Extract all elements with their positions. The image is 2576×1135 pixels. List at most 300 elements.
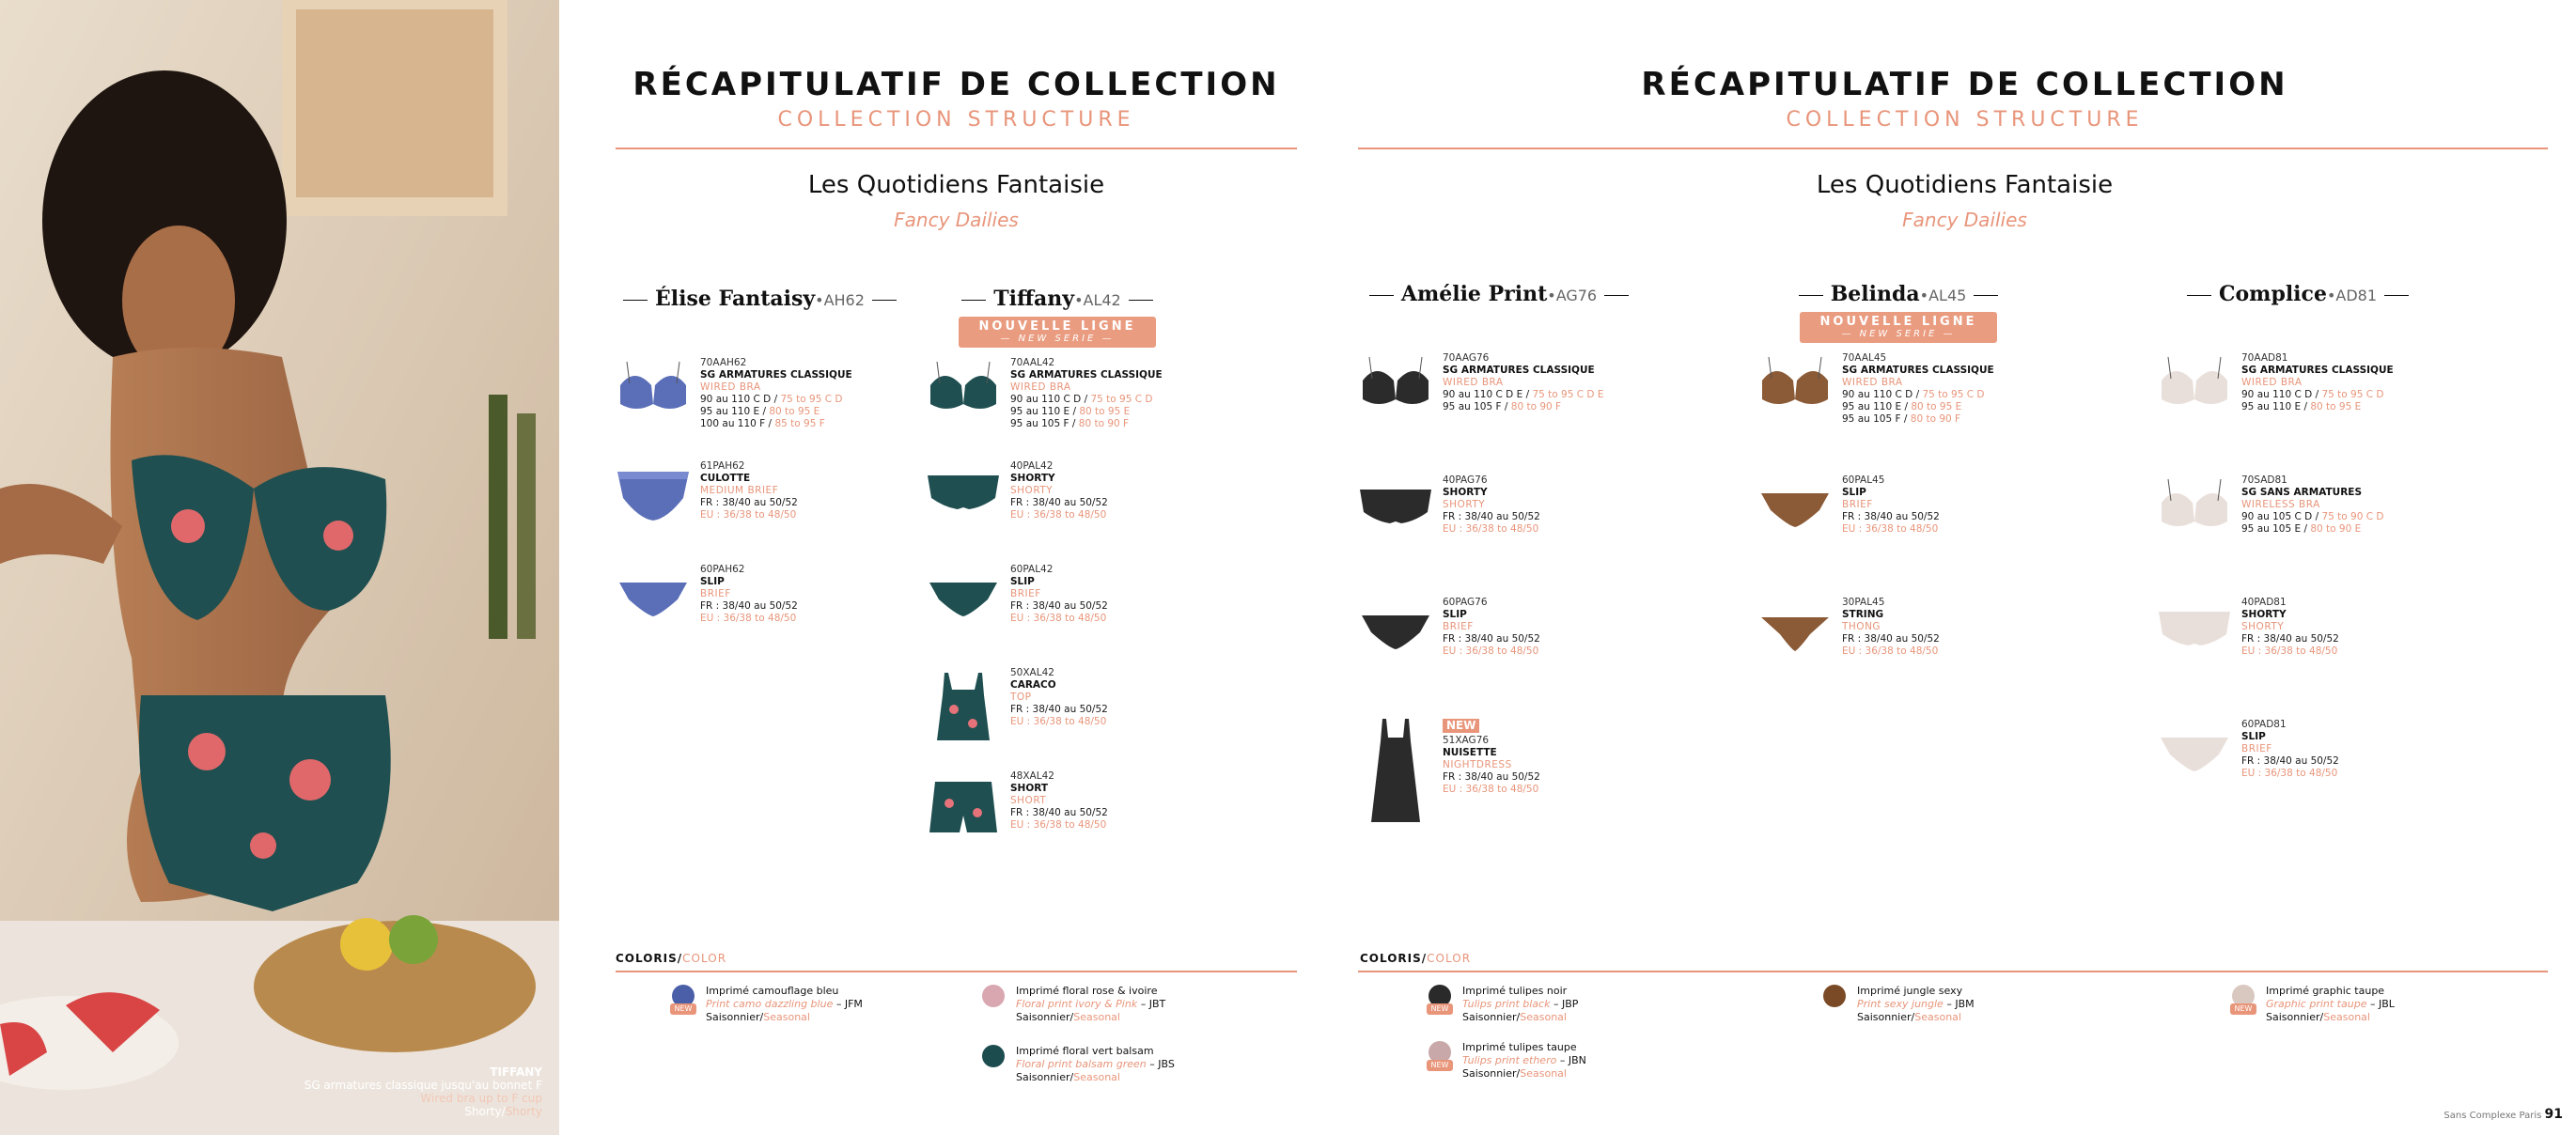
product-name: SHORTY bbox=[1010, 473, 1055, 484]
product-info bbox=[1010, 357, 1163, 430]
short-thumbnail bbox=[926, 770, 1001, 846]
product-info bbox=[1010, 770, 1108, 832]
swatch-season-en: Seasonal bbox=[2323, 1011, 2370, 1023]
swatch-text bbox=[706, 985, 863, 1024]
swatch-new-tag: NEW bbox=[670, 1003, 696, 1015]
swatch-name-en-line bbox=[706, 998, 863, 1011]
swatch-name-en-line bbox=[2266, 998, 2395, 1011]
product-thumbnail[interactable] bbox=[1757, 474, 1833, 550]
size-fr: FR : 38/40 au 50/52 bbox=[1010, 704, 1108, 715]
product-thumbnail[interactable] bbox=[926, 357, 1001, 432]
series-heading bbox=[1358, 282, 1640, 306]
caption-name: TIFFANY bbox=[490, 1065, 542, 1079]
swatch-season bbox=[1462, 1011, 1578, 1024]
size-line bbox=[1010, 406, 1163, 418]
product-ref: 51XAG76 bbox=[1443, 735, 1490, 746]
size-en: 80 to 90 F bbox=[1510, 401, 1562, 412]
page-title: RÉCAPITULATIF DE COLLECTION bbox=[632, 66, 1280, 103]
swatch-season bbox=[1462, 1067, 1586, 1081]
product-name-en: BRIEF bbox=[2241, 743, 2272, 754]
product-info bbox=[2241, 719, 2339, 780]
product-info bbox=[2241, 597, 2339, 658]
product-name-en: WIRED BRA bbox=[1842, 377, 1903, 388]
product-item bbox=[926, 460, 1161, 564]
size-line bbox=[1443, 389, 1603, 401]
series-heading bbox=[616, 287, 879, 311]
swatch-dot bbox=[1823, 985, 1846, 1007]
slip-thumbnail bbox=[2157, 719, 2232, 794]
size-fr: FR : 38/40 au 50/52 bbox=[2241, 633, 2339, 645]
size-fr: FR : 38/40 au 50/52 bbox=[2241, 755, 2339, 767]
swatch-new-tag: NEW bbox=[2230, 1003, 2256, 1015]
bra-thumbnail bbox=[616, 357, 691, 432]
size-line bbox=[1842, 401, 1994, 413]
swatch-season-en: Seasonal bbox=[763, 1011, 810, 1023]
swatch-name-en-line bbox=[1016, 1058, 1175, 1071]
shorty-thumbnail bbox=[1358, 474, 1433, 550]
product-name-en: WIRED BRA bbox=[1010, 381, 1071, 393]
product-name-en: WIRELESS BRA bbox=[2241, 499, 2320, 510]
collection-title: Les Quotidiens Fantaisie bbox=[807, 171, 1105, 199]
product-info bbox=[1443, 474, 1540, 536]
product-ref: 70AAH62 bbox=[700, 357, 747, 368]
shorty-thumbnail bbox=[926, 460, 1001, 536]
swatch-season-en: Seasonal bbox=[1073, 1071, 1120, 1083]
size-en: 80 to 95 E bbox=[1911, 401, 1962, 412]
product-item bbox=[926, 770, 1161, 874]
product-name-en: MEDIUM BRIEF bbox=[700, 485, 779, 496]
caption-line2: Wired bra up to F cup bbox=[420, 1092, 542, 1105]
bra-thumbnail bbox=[926, 357, 1001, 432]
product-info bbox=[1443, 597, 1540, 658]
size-en: 80 to 95 E bbox=[2310, 401, 2362, 412]
size-line bbox=[2241, 389, 2394, 401]
badge-text-en: — NEW SERIE — bbox=[1000, 334, 1115, 344]
color-swatch[interactable] bbox=[982, 1045, 1264, 1092]
product-ref: 40PAD81 bbox=[2241, 597, 2287, 608]
product-thumbnail[interactable] bbox=[2157, 352, 2232, 428]
product-ref: 70AAD81 bbox=[2241, 352, 2288, 364]
swatch-dot bbox=[982, 1045, 1005, 1067]
size-en: 75 to 95 C D bbox=[1922, 389, 1985, 400]
product-item bbox=[2157, 352, 2392, 456]
culotte-thumbnail bbox=[616, 460, 691, 536]
product-item bbox=[926, 564, 1161, 667]
size-fr: FR : 38/40 au 50/52 bbox=[1010, 497, 1108, 508]
product-thumbnail[interactable] bbox=[1757, 597, 1833, 672]
product-thumbnail[interactable] bbox=[1757, 352, 1833, 428]
color-swatch[interactable] bbox=[1823, 985, 2105, 1032]
badge-text-fr: NOUVELLE LIGNE bbox=[1819, 315, 1977, 329]
product-name-en: BRIEF bbox=[700, 588, 731, 599]
size-fr: FR : 38/40 au 50/52 bbox=[1010, 600, 1108, 612]
coloris-en: COLOR bbox=[682, 952, 727, 965]
swatch-name-en: Print camo dazzling blue bbox=[706, 998, 834, 1010]
product-thumbnail[interactable] bbox=[926, 564, 1001, 639]
series-name: Tiffany bbox=[993, 287, 1075, 311]
product-info bbox=[1842, 352, 1994, 426]
size-eu: EU : 36/38 to 48/50 bbox=[1842, 523, 1939, 535]
page-subtitle: COLLECTION STRUCTURE bbox=[1786, 108, 2144, 132]
size-en: 75 to 90 C D bbox=[2321, 511, 2384, 522]
product-thumbnail[interactable] bbox=[2157, 597, 2232, 672]
color-swatch[interactable] bbox=[1429, 1041, 1710, 1088]
size-fr: FR : 38/40 au 50/52 bbox=[700, 497, 798, 508]
coloris-en: COLOR bbox=[1427, 952, 1472, 965]
swatch-code: – JBL bbox=[2366, 998, 2395, 1010]
bra-thumbnail bbox=[1358, 352, 1433, 428]
product-item bbox=[2157, 597, 2392, 700]
product-info bbox=[1010, 460, 1108, 521]
swatch-season bbox=[706, 1011, 863, 1024]
swatch-name-en: Tulips print ethero bbox=[1462, 1054, 1557, 1066]
size-line bbox=[700, 600, 798, 613]
size-eu: EU : 36/38 to 48/50 bbox=[2241, 645, 2338, 657]
page-subtitle: COLLECTION STRUCTURE bbox=[777, 108, 1135, 132]
product-name: SG SANS ARMATURES bbox=[2241, 487, 2363, 498]
product-name: SG ARMATURES CLASSIQUE bbox=[2241, 365, 2394, 376]
swatch-season-fr: Saisonnier/ bbox=[706, 1011, 764, 1023]
string-thumbnail bbox=[1757, 597, 1833, 672]
swatch-season-fr: Saisonnier/ bbox=[1462, 1011, 1521, 1023]
product-name-en: WIRED BRA bbox=[2241, 377, 2303, 388]
product-name: NUISETTE bbox=[1443, 747, 1497, 758]
size-fr: 90 au 110 C D / bbox=[1010, 394, 1091, 405]
series-heading bbox=[926, 287, 1189, 311]
product-ref: 60PAG76 bbox=[1443, 597, 1488, 608]
size-fr: 100 au 110 F / bbox=[700, 418, 775, 429]
product-info bbox=[2241, 352, 2394, 413]
size-eu: EU : 36/38 to 48/50 bbox=[1443, 523, 1539, 535]
swatch-season-fr: Saisonnier/ bbox=[2266, 1011, 2324, 1023]
swatch-season-en: Seasonal bbox=[1520, 1011, 1567, 1023]
swatch-season-en: Seasonal bbox=[1914, 1011, 1961, 1023]
size-line bbox=[1842, 413, 1994, 426]
swatch-dot bbox=[982, 985, 1005, 1007]
swatch-code: – JBT bbox=[1137, 998, 1166, 1010]
series-name: Élise Fantaisy bbox=[655, 287, 816, 311]
product-ref: 48XAL42 bbox=[1010, 770, 1054, 782]
series-code: •AG76 bbox=[1547, 287, 1598, 304]
series-amlieprint bbox=[1358, 282, 1640, 940]
product-item bbox=[2157, 719, 2392, 822]
size-line bbox=[2241, 755, 2339, 768]
product-name: SG ARMATURES CLASSIQUE bbox=[1842, 365, 1994, 376]
size-eu: EU : 36/38 to 48/50 bbox=[1010, 716, 1107, 727]
size-line bbox=[1443, 511, 1540, 523]
bra-thumbnail bbox=[2157, 352, 2232, 428]
size-fr: 95 au 110 E / bbox=[700, 406, 770, 417]
product-item bbox=[926, 357, 1161, 460]
new-series-badge bbox=[1800, 312, 1997, 343]
swatch-text bbox=[1462, 985, 1578, 1024]
series-name: Amélie Print bbox=[1400, 282, 1548, 306]
product-ref: 50XAL42 bbox=[1010, 667, 1054, 678]
size-fr: FR : 38/40 au 50/52 bbox=[700, 600, 798, 612]
slip-thumbnail bbox=[926, 564, 1001, 639]
size-fr: FR : 38/40 au 50/52 bbox=[1443, 633, 1540, 645]
swatch-season bbox=[2266, 1011, 2395, 1024]
swatch-code: – JBP bbox=[1550, 998, 1579, 1010]
coloris-label bbox=[1360, 952, 1471, 965]
size-en: 75 to 95 C D bbox=[2321, 389, 2384, 400]
size-en: 75 to 95 C D E bbox=[1532, 389, 1604, 400]
swatch-text bbox=[2266, 985, 2395, 1024]
product-name: CARACO bbox=[1010, 679, 1056, 691]
series-heading bbox=[1757, 282, 2039, 306]
color-swatch[interactable] bbox=[1429, 985, 1710, 1032]
size-fr: 95 au 110 E / bbox=[1842, 401, 1912, 412]
product-name-en: BRIEF bbox=[1443, 621, 1474, 632]
size-fr: 90 au 110 C D / bbox=[700, 394, 781, 405]
model-photo-illustration bbox=[0, 0, 559, 1135]
size-line bbox=[1010, 418, 1163, 430]
series-lisefantaisy bbox=[616, 287, 879, 944]
swatch-season bbox=[1857, 1011, 1975, 1024]
product-item bbox=[1358, 352, 1604, 456]
product-name-en: SHORTY bbox=[1010, 485, 1054, 496]
size-line bbox=[2241, 523, 2384, 536]
coloris-divider bbox=[616, 971, 1297, 972]
size-fr: FR : 38/40 au 50/52 bbox=[1010, 807, 1108, 818]
swatch-name-en-line bbox=[1462, 998, 1578, 1011]
product-item bbox=[926, 667, 1161, 770]
series-code: •AL42 bbox=[1074, 291, 1121, 309]
nightdress-thumbnail bbox=[1358, 719, 1433, 822]
size-line bbox=[1842, 633, 1940, 645]
product-thumbnail[interactable] bbox=[926, 770, 1001, 846]
product-thumbnail[interactable] bbox=[616, 564, 691, 639]
size-fr: 95 au 105 F / bbox=[1443, 401, 1511, 412]
size-en: 80 to 90 F bbox=[1078, 418, 1130, 429]
page-title: RÉCAPITULATIF DE COLLECTION bbox=[1641, 66, 2288, 103]
product-thumbnail[interactable] bbox=[2157, 719, 2232, 794]
swatch-name-fr: Imprimé jungle sexy bbox=[1857, 985, 1963, 997]
product-ref: 30PAL45 bbox=[1842, 597, 1885, 608]
swatch-text bbox=[1462, 1041, 1586, 1081]
product-name: SHORTY bbox=[2241, 609, 2287, 620]
product-thumbnail[interactable] bbox=[1358, 719, 1433, 794]
size-fr: 90 au 110 C D / bbox=[2241, 389, 2322, 400]
series-tiffany bbox=[926, 287, 1189, 944]
caption-line1: SG armatures classique jusqu'au bonnet F bbox=[304, 1079, 542, 1092]
product-item bbox=[1358, 719, 1593, 822]
swatch-name-en: Floral print balsam green bbox=[1016, 1058, 1147, 1070]
right-page bbox=[1353, 0, 2576, 1135]
size-eu: EU : 36/38 to 48/50 bbox=[700, 509, 797, 521]
product-name: SG ARMATURES CLASSIQUE bbox=[1443, 365, 1595, 376]
product-item bbox=[2157, 474, 2392, 578]
size-fr: 95 au 110 E / bbox=[1010, 406, 1080, 417]
size-fr: FR : 38/40 au 50/52 bbox=[1842, 511, 1940, 522]
series-name: Complice bbox=[2218, 282, 2327, 306]
product-thumbnail[interactable] bbox=[616, 460, 691, 536]
folio bbox=[2443, 1107, 2563, 1122]
caption-line3-en: Shorty bbox=[505, 1105, 542, 1118]
product-info bbox=[1443, 719, 1540, 796]
size-fr: 90 au 110 C D E / bbox=[1443, 389, 1533, 400]
swatch-name-en: Floral print ivory & Pink bbox=[1016, 998, 1138, 1010]
product-thumbnail[interactable] bbox=[926, 460, 1001, 536]
product-name-en: WIRED BRA bbox=[700, 381, 761, 393]
size-fr: 95 au 105 F / bbox=[1010, 418, 1079, 429]
swatch-season-fr: Saisonnier/ bbox=[1016, 1071, 1074, 1083]
size-line bbox=[1842, 389, 1994, 401]
product-item bbox=[616, 460, 851, 564]
product-name: STRING bbox=[1842, 609, 1884, 620]
swatch-name-en: Graphic print taupe bbox=[2266, 998, 2367, 1010]
product-ref: 60PAH62 bbox=[700, 564, 745, 575]
swatch-season-fr: Saisonnier/ bbox=[1857, 1011, 1915, 1023]
shorty-thumbnail bbox=[2157, 597, 2232, 672]
product-item bbox=[1757, 474, 1992, 578]
color-swatch[interactable] bbox=[982, 985, 1264, 1032]
product-item bbox=[1358, 474, 1593, 578]
caption-line3 bbox=[304, 1105, 542, 1118]
product-info bbox=[1443, 352, 1603, 413]
slip-thumbnail bbox=[1757, 474, 1833, 550]
swatch-code: – JBN bbox=[1556, 1054, 1586, 1066]
collection-title: Les Quotidiens Fantaisie bbox=[1816, 171, 2114, 199]
badge-text-fr: NOUVELLE LIGNE bbox=[978, 319, 1136, 334]
swatch-text bbox=[1857, 985, 1975, 1024]
swatch-name-fr: Imprimé graphic taupe bbox=[2266, 985, 2385, 997]
size-eu: EU : 36/38 to 48/50 bbox=[1443, 784, 1539, 795]
product-ref: 60PAL42 bbox=[1010, 564, 1054, 575]
product-thumbnail[interactable] bbox=[926, 667, 1001, 742]
header-divider bbox=[616, 148, 1297, 149]
size-eu: EU : 36/38 to 48/50 bbox=[1010, 819, 1107, 831]
collection-subtitle: Fancy Dailies bbox=[894, 209, 1019, 231]
swatch-text bbox=[1016, 985, 1165, 1024]
product-item bbox=[616, 564, 851, 667]
bra-thumbnail bbox=[2157, 474, 2232, 550]
product-name-en: BRIEF bbox=[1842, 499, 1873, 510]
series-complice bbox=[2157, 282, 2439, 940]
product-info bbox=[2241, 474, 2384, 536]
product-name-en: WIRED BRA bbox=[1443, 377, 1504, 388]
swatch-name-fr: Imprimé tulipes taupe bbox=[1462, 1041, 1577, 1053]
size-line bbox=[700, 406, 852, 418]
product-thumbnail[interactable] bbox=[1358, 352, 1433, 428]
swatch-name-en-line bbox=[1857, 998, 1975, 1011]
product-info bbox=[700, 564, 798, 625]
product-name: SLIP bbox=[700, 576, 725, 587]
header-divider bbox=[1358, 148, 2548, 149]
product-name: CULOTTE bbox=[700, 473, 751, 484]
size-fr: 90 au 105 C D / bbox=[2241, 511, 2322, 522]
product-item bbox=[1757, 352, 1992, 456]
size-line bbox=[1010, 497, 1108, 509]
product-info bbox=[700, 357, 852, 430]
size-fr: FR : 38/40 au 50/52 bbox=[1443, 511, 1540, 522]
product-ref: 70SAD81 bbox=[2241, 474, 2287, 486]
size-eu: EU : 36/38 to 48/50 bbox=[700, 613, 797, 624]
product-name: SLIP bbox=[2241, 731, 2266, 742]
swatch-season-en: Seasonal bbox=[1073, 1011, 1120, 1023]
color-swatch[interactable] bbox=[2232, 985, 2514, 1032]
swatch-season-fr: Saisonnier/ bbox=[1462, 1067, 1521, 1080]
size-eu: EU : 36/38 to 48/50 bbox=[1842, 645, 1939, 657]
badge-text-en: — NEW SERIE — bbox=[1841, 329, 1956, 339]
series-code: •AH62 bbox=[815, 291, 865, 309]
product-info bbox=[1842, 597, 1940, 658]
product-name-en: SHORTY bbox=[2241, 621, 2285, 632]
series-code: •AD81 bbox=[2326, 287, 2377, 304]
product-item bbox=[1358, 597, 1593, 700]
caraco-thumbnail bbox=[926, 667, 1001, 742]
color-swatch[interactable] bbox=[672, 985, 954, 1032]
size-line bbox=[1010, 394, 1163, 406]
product-name-en: BRIEF bbox=[1010, 588, 1041, 599]
size-line bbox=[1443, 771, 1540, 784]
coloris-divider bbox=[1358, 971, 2548, 972]
size-fr: FR : 38/40 au 50/52 bbox=[1842, 633, 1940, 645]
swatch-name-en-line bbox=[1462, 1054, 1586, 1067]
size-en: 75 to 95 C D bbox=[1090, 394, 1153, 405]
size-line bbox=[2241, 401, 2394, 413]
product-thumbnail[interactable] bbox=[2157, 474, 2232, 550]
product-name-en: TOP bbox=[1010, 692, 1032, 703]
size-fr: 95 au 110 E / bbox=[2241, 401, 2311, 412]
swatch-code: – JBS bbox=[1146, 1058, 1175, 1070]
product-thumbnail[interactable] bbox=[1358, 474, 1433, 550]
size-line bbox=[2241, 511, 2384, 523]
size-en: 75 to 95 C D bbox=[780, 394, 843, 405]
left-page bbox=[559, 0, 1353, 1135]
caption-line3-fr: Shorty/ bbox=[464, 1105, 506, 1118]
product-ref: 60PAD81 bbox=[2241, 719, 2287, 730]
folio-brand: Sans Complexe Paris bbox=[2443, 1111, 2542, 1121]
coloris-fr: COLORIS/ bbox=[1360, 952, 1428, 965]
new-product-badge: NEW bbox=[1443, 719, 1479, 733]
size-line bbox=[700, 394, 852, 406]
series-name: Belinda bbox=[1830, 282, 1920, 306]
product-name: SLIP bbox=[1443, 609, 1467, 620]
swatch-name-fr: Imprimé floral rose & ivoire bbox=[1016, 985, 1158, 997]
swatch-name-fr: Imprimé tulipes noir bbox=[1462, 985, 1568, 997]
size-eu: EU : 36/38 to 48/50 bbox=[1010, 509, 1107, 521]
swatch-name-fr: Imprimé floral vert balsam bbox=[1016, 1045, 1154, 1057]
size-line bbox=[1010, 600, 1108, 613]
product-info bbox=[1010, 667, 1108, 728]
product-name-en: SHORTY bbox=[1443, 499, 1486, 510]
product-info bbox=[1010, 564, 1108, 625]
swatch-name-fr: Imprimé camouflage bleu bbox=[706, 985, 839, 997]
slip-thumbnail bbox=[1358, 597, 1433, 672]
slip-thumbnail bbox=[616, 564, 691, 639]
product-thumbnail[interactable] bbox=[1358, 597, 1433, 672]
swatch-code: – JFM bbox=[833, 998, 863, 1010]
product-ref: 40PAL42 bbox=[1010, 460, 1054, 472]
size-line bbox=[1842, 511, 1940, 523]
swatch-name-en: Print sexy jungle bbox=[1857, 998, 1944, 1010]
product-thumbnail[interactable] bbox=[616, 357, 691, 432]
new-series-badge bbox=[959, 317, 1156, 348]
product-ref: 70AAG76 bbox=[1443, 352, 1490, 364]
product-ref: 60PAL45 bbox=[1842, 474, 1885, 486]
size-line bbox=[1443, 401, 1603, 413]
product-name-en: SHORT bbox=[1010, 795, 1047, 806]
product-name: SG ARMATURES CLASSIQUE bbox=[700, 369, 852, 381]
size-line bbox=[1010, 704, 1108, 716]
product-info bbox=[700, 460, 798, 521]
size-en: 80 to 90 F bbox=[1910, 413, 1961, 425]
size-eu: EU : 36/38 to 48/50 bbox=[1010, 613, 1107, 624]
size-fr: 95 au 105 E / bbox=[2241, 523, 2311, 535]
size-fr: 90 au 110 C D / bbox=[1842, 389, 1923, 400]
series-heading bbox=[2157, 282, 2439, 306]
